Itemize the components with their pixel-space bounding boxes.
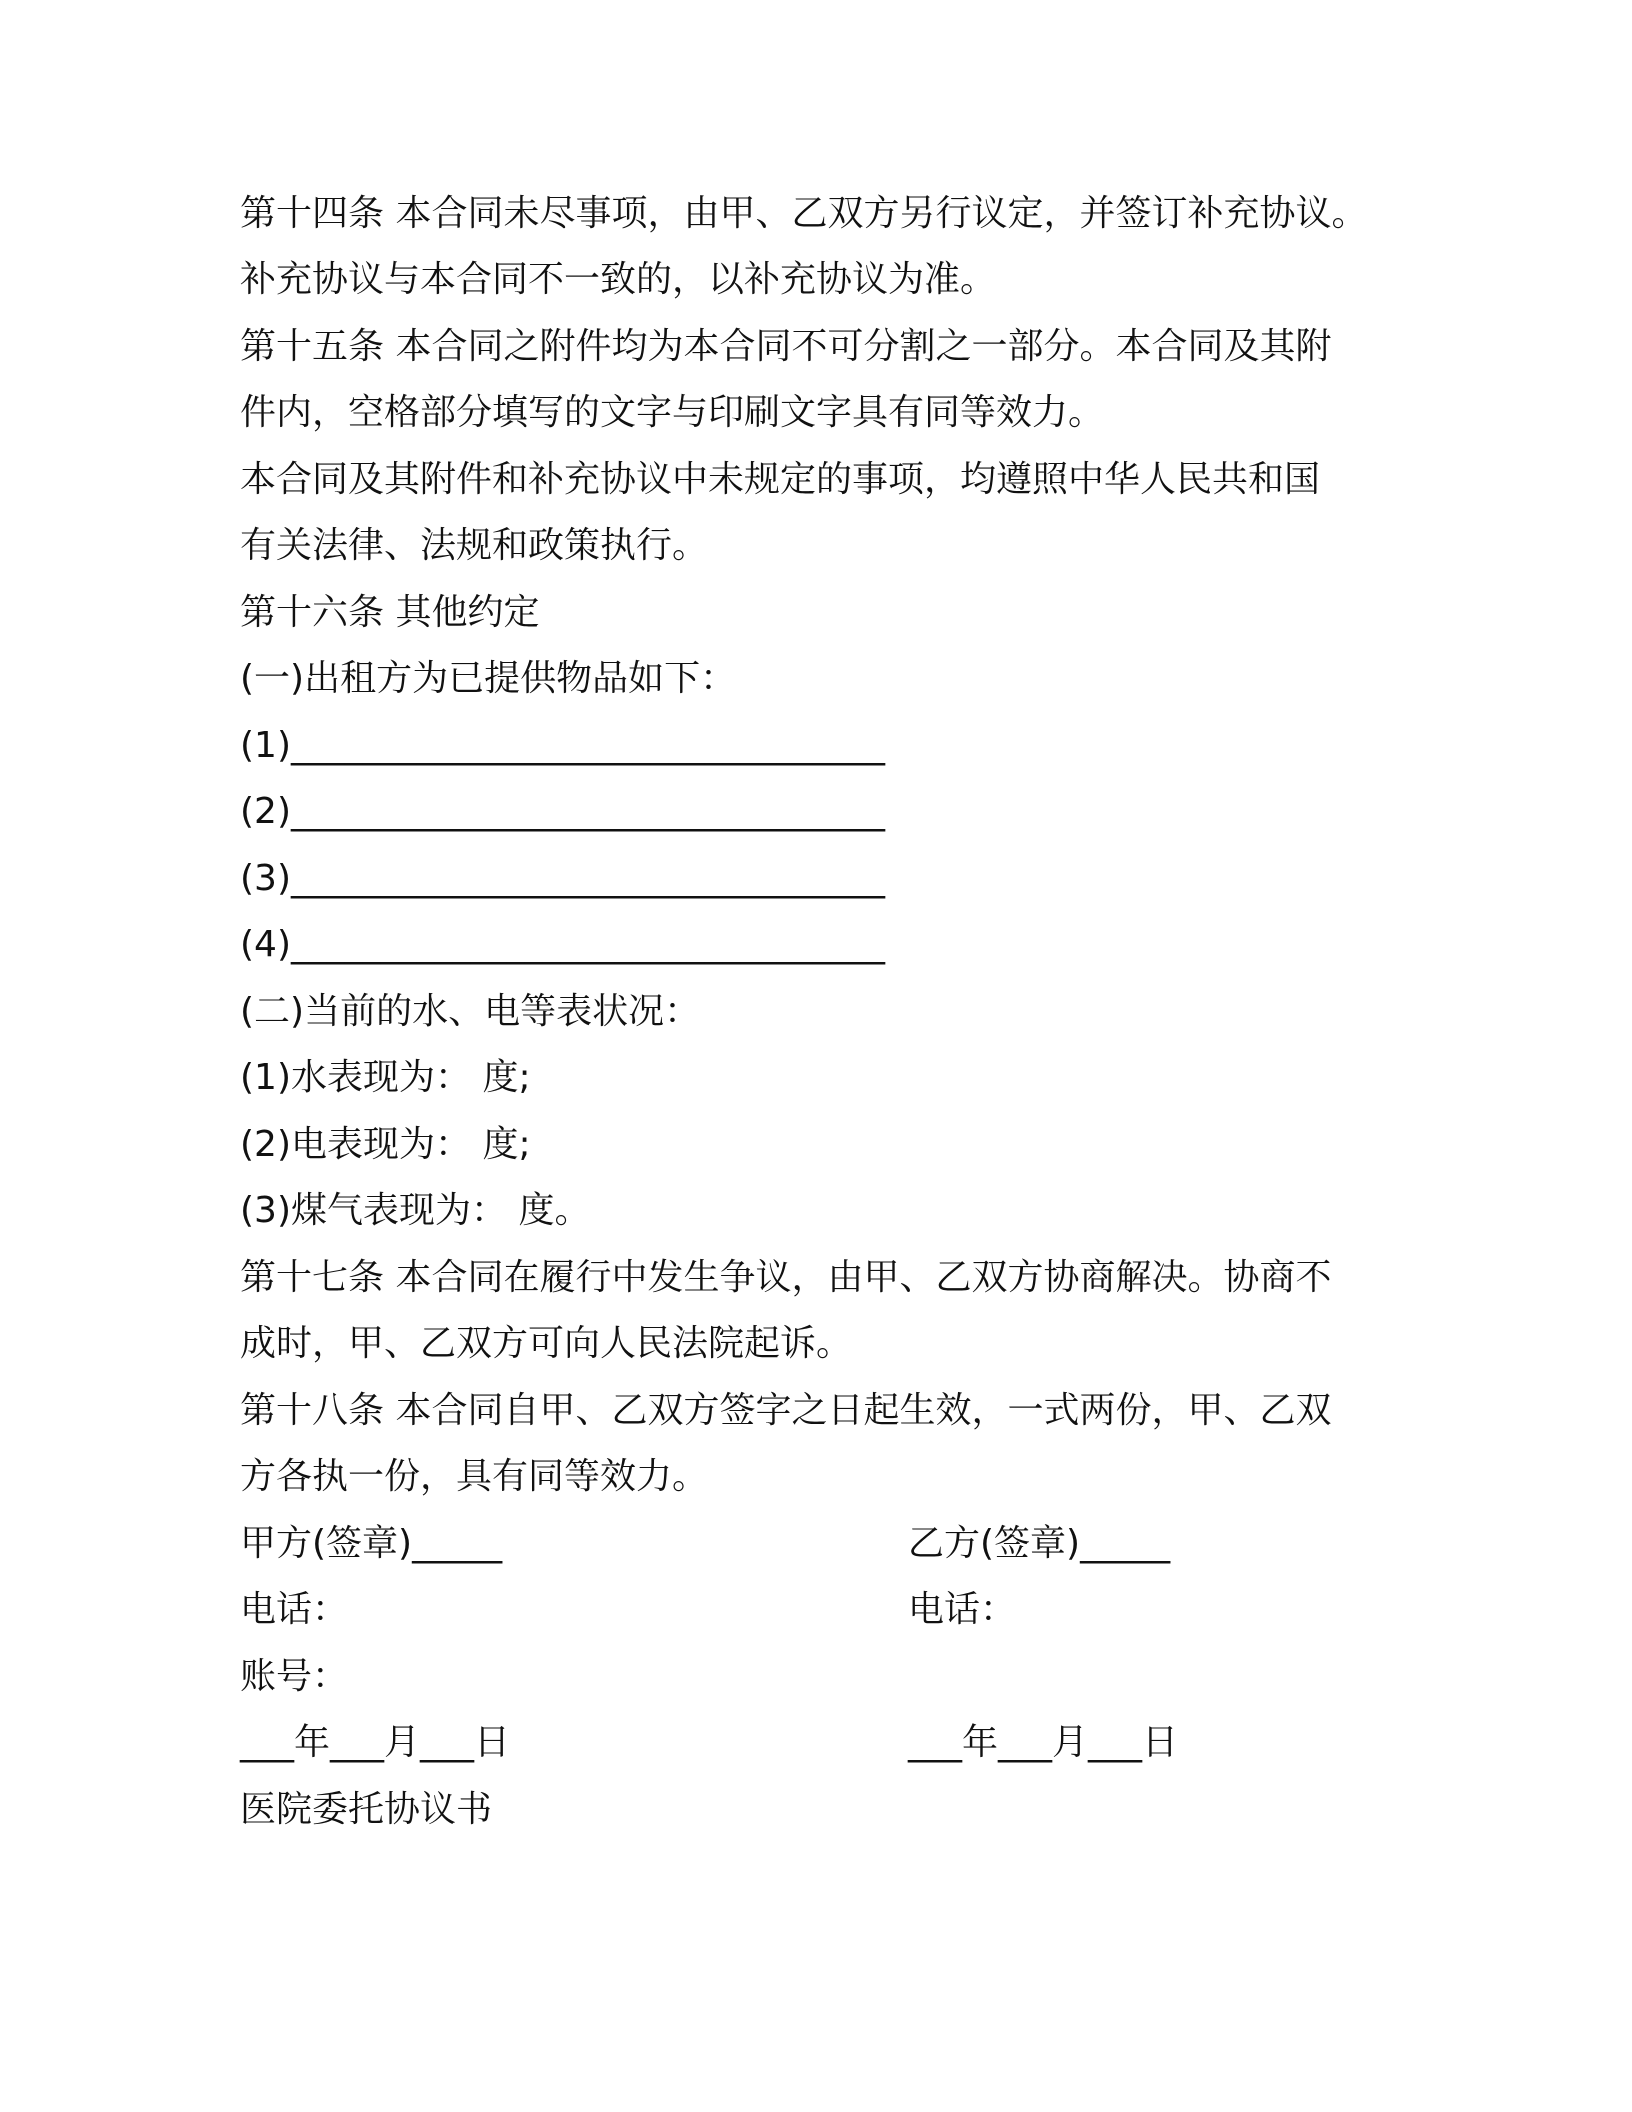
party-b-date: ___年___月___日 bbox=[908, 1722, 1179, 1763]
party-a-account: 账号： bbox=[240, 1656, 349, 1697]
clause-18-line-1: 第十八条 本合同自甲、乙双方签字之日起生效，一式两份，甲、乙双 bbox=[240, 1390, 1332, 1431]
clause-17-line-2: 成时，甲、乙双方可向人民法院起诉。 bbox=[240, 1323, 853, 1364]
party-b-phone: 电话： bbox=[908, 1589, 1017, 1630]
party-a-signature: 甲方(签章)_____ bbox=[240, 1523, 503, 1564]
provided-item-3: (3)_________________________________ bbox=[240, 858, 885, 899]
clause-15-line-3: 本合同及其附件和补充协议中未规定的事项，均遵照中华人民共和国 bbox=[240, 459, 1321, 500]
clause-14-line-2: 补充协议与本合同不一致的，以补充协议为准。 bbox=[240, 259, 997, 300]
provided-item-4: (4)_________________________________ bbox=[240, 924, 885, 965]
clause-17-line-1: 第十七条 本合同在履行中发生争议，由甲、乙双方协商解决。协商不 bbox=[240, 1257, 1332, 1298]
clause-15-line-2: 件内，空格部分填写的文字与印刷文字具有同等效力。 bbox=[240, 392, 1105, 433]
party-a-phone: 电话： bbox=[240, 1589, 349, 1630]
clause-15-line-1: 第十五条 本合同之附件均为本合同不可分割之一部分。本合同及其附 bbox=[240, 326, 1332, 367]
party-a-date: ___年___月___日 bbox=[240, 1722, 511, 1763]
clause-18-line-2: 方各执一份，具有同等效力。 bbox=[240, 1456, 709, 1497]
clause-15-line-4: 有关法律、法规和政策执行。 bbox=[240, 525, 709, 566]
next-document-title: 医院委托协议书 bbox=[240, 1789, 493, 1830]
water-meter-line: (1)水表现为： 度; bbox=[240, 1057, 531, 1098]
provided-item-1: (1)_________________________________ bbox=[240, 725, 885, 766]
clause-14-line-1: 第十四条 本合同未尽事项，由甲、乙双方另行议定，并签订补充协议。 bbox=[240, 193, 1368, 234]
meter-status-heading: (二)当前的水、电等表状况： bbox=[240, 991, 701, 1032]
provided-item-2: (2)_________________________________ bbox=[240, 791, 885, 832]
provided-items-heading: (一)出租方为已提供物品如下： bbox=[240, 658, 737, 699]
clause-16-heading: 第十六条 其他约定 bbox=[240, 592, 540, 633]
electric-meter-line: (2)电表现为： 度; bbox=[240, 1124, 531, 1165]
party-b-signature: 乙方(签章)_____ bbox=[908, 1523, 1171, 1564]
gas-meter-line: (3)煤气表现为： 度。 bbox=[240, 1190, 591, 1231]
